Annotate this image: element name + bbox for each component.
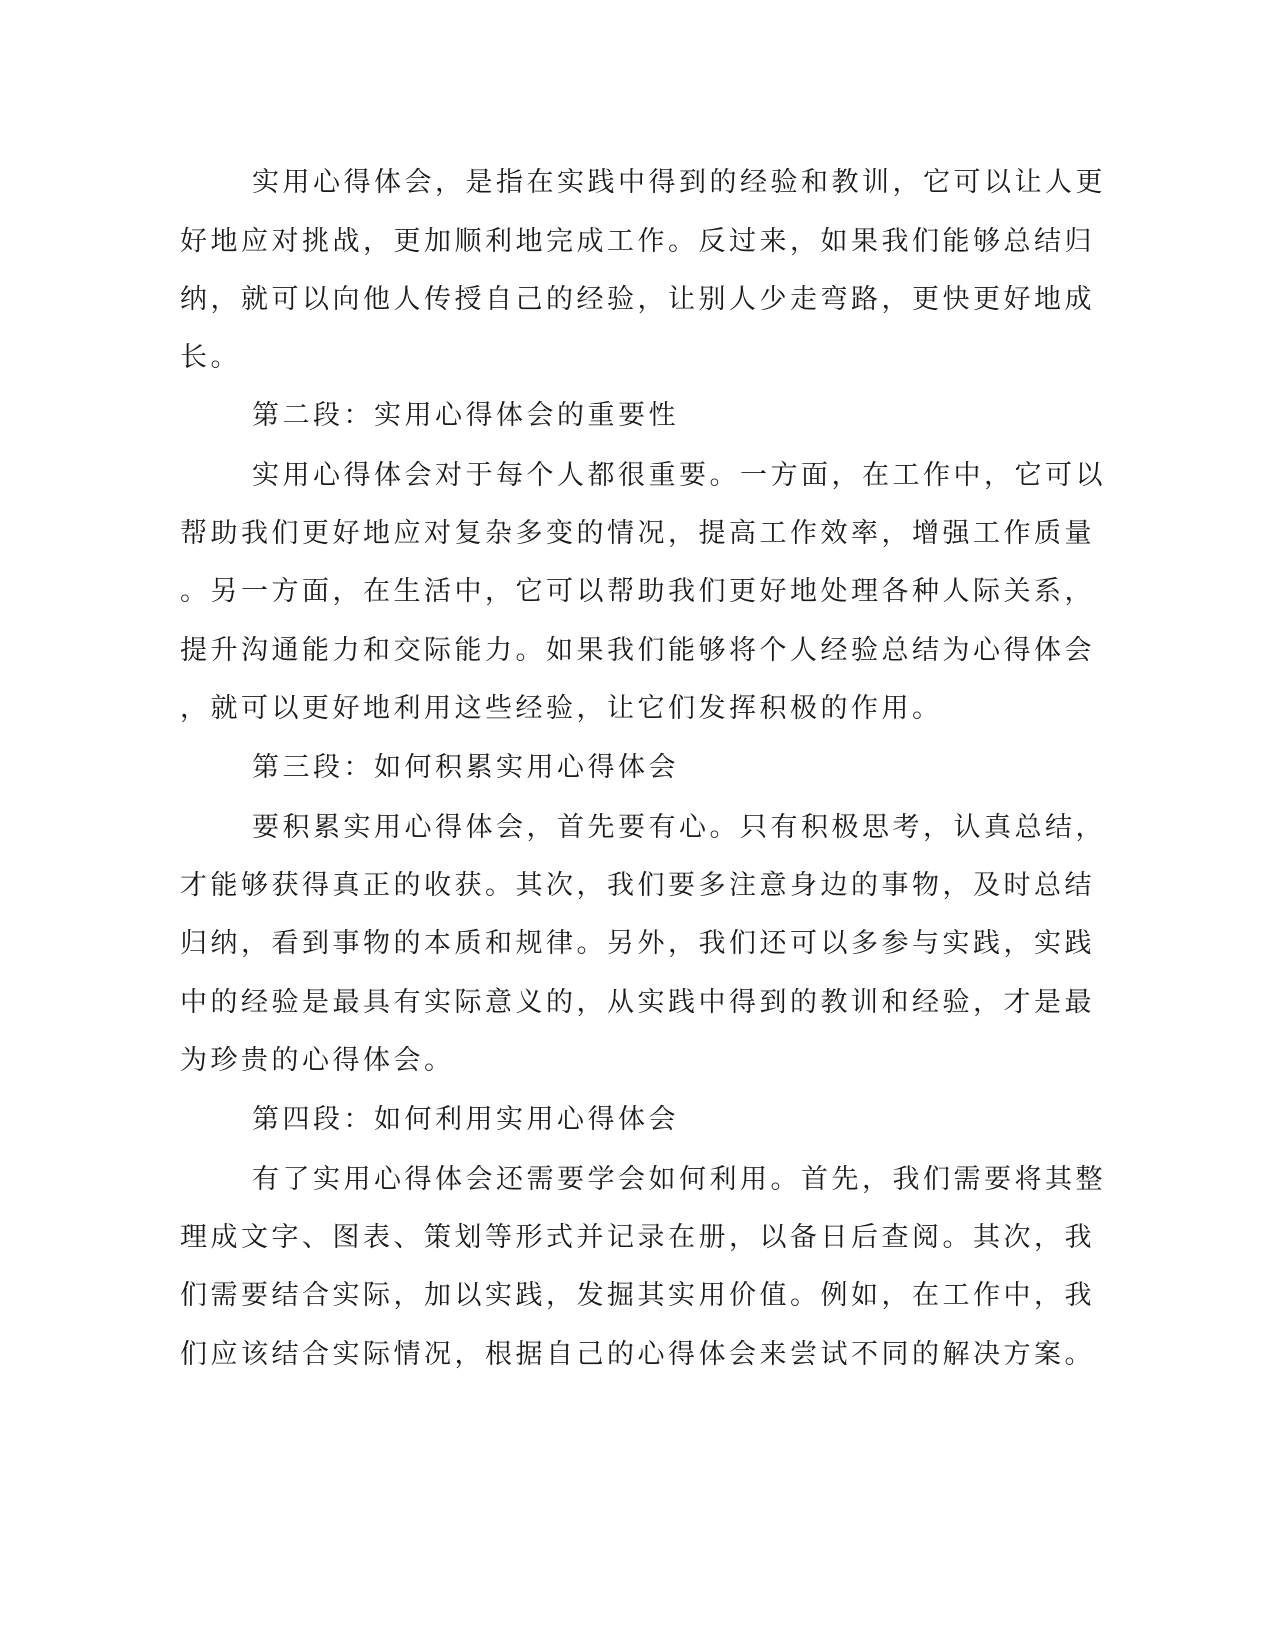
section-heading: 第四段：如何利用实用心得体会 (252, 1104, 679, 1135)
text-line: 们需要结合实际，加以实践，发掘其实用价值。例如，在工作中，我 (180, 1280, 1095, 1311)
text-line: 有了实用心得体会还需要学会如何利用。首先，我们需要将其整 (252, 1164, 1106, 1195)
section-heading: 第二段：实用心得体会的重要性 (252, 400, 679, 431)
text-line: 长。 (180, 342, 241, 373)
text-line: 归纳，看到事物的本质和规律。另外，我们还可以多参与实践，实践 (180, 928, 1095, 959)
text-line: 提升沟通能力和交际能力。如果我们能够将个人经验总结为心得体会 (180, 635, 1095, 666)
text-line: 理成文字、图表、策划等形式并记录在册，以备日后查阅。其次，我 (180, 1222, 1095, 1253)
section-heading: 第三段：如何积累实用心得体会 (252, 752, 679, 783)
text-line: 实用心得体会，是指在实践中得到的经验和教训，它可以让人更 (252, 167, 1106, 198)
text-line: 帮助我们更好地应对复杂多变的情况，提高工作效率，增强工作质量 (180, 518, 1095, 549)
text-line: 。另一方面，在生活中，它可以帮助我们更好地处理各种人际关系， (180, 576, 1095, 607)
text-line: 实用心得体会对于每个人都很重要。一方面，在工作中，它可以 (252, 460, 1106, 491)
text-line: 们应该结合实际情况，根据自己的心得体会来尝试不同的解决方案。 (180, 1339, 1095, 1370)
text-line: 中的经验是最具有实际意义的，从实践中得到的教训和经验，才是最 (180, 987, 1095, 1018)
text-line: 为珍贵的心得体会。 (180, 1045, 455, 1076)
text-line: 纳，就可以向他人传授自己的经验，让别人少走弯路，更快更好地成 (180, 284, 1095, 315)
text-line: 要积累实用心得体会，首先要有心。只有积极思考，认真总结， (252, 812, 1106, 843)
text-line: ，就可以更好地利用这些经验，让它们发挥积极的作用。 (180, 693, 943, 724)
text-line: 才能够获得真正的收获。其次，我们要多注意身边的事物，及时总结 (180, 870, 1095, 901)
text-line: 好地应对挑战，更加顺利地完成工作。反过来，如果我们能够总结归 (180, 226, 1095, 257)
